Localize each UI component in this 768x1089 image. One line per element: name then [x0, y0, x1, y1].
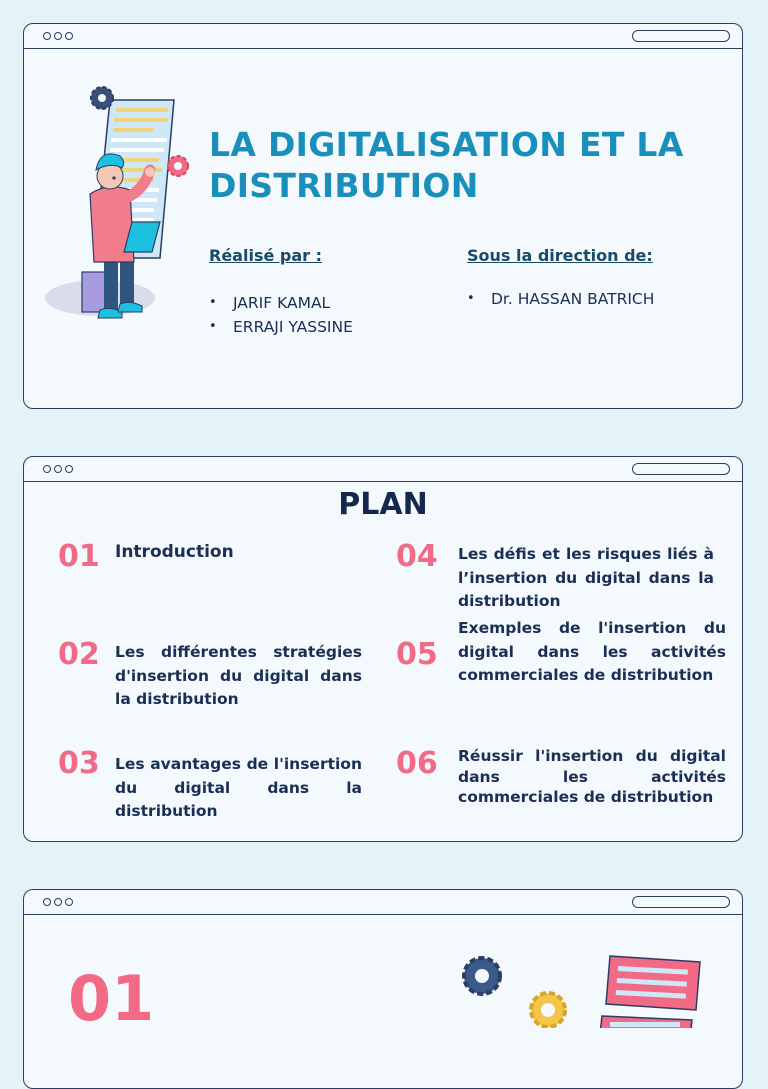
realise-par-label: Réalisé par :: [209, 246, 322, 265]
supervisors-list: [467, 287, 654, 311]
plan-item-number: 03: [58, 746, 100, 781]
person-with-laptop-illustration: [42, 76, 192, 336]
plan-title: PLAN: [338, 487, 428, 522]
authors-list: [209, 291, 353, 339]
plan-item-number: 01: [58, 539, 100, 574]
plan-item-text: Les différentes stratégies d'insertion du digital dans la distribution: [115, 643, 362, 708]
window-dot-icon: [65, 32, 73, 40]
window-bar: [24, 24, 742, 49]
plan-item-text: Les avantages de l'insertion du digital dans la distribution: [115, 755, 362, 820]
section-number: 01: [68, 962, 155, 1035]
window-dot-icon: [43, 32, 51, 40]
window-dot-icon: [54, 465, 62, 473]
plan-item-text: Les défis et les risques liés à l’insertion du digital dans la distribution: [458, 545, 714, 610]
window-bar: [24, 457, 742, 482]
plan-item-text: Réussir l'insertion du digital dans les activités commerciales de distribution: [458, 747, 726, 806]
section-slide: [23, 889, 743, 1089]
window-dots: [43, 32, 73, 40]
window-address-pill: [632, 896, 730, 908]
gears-documents-illustration: [452, 938, 712, 1028]
window-bar: [24, 890, 742, 915]
presentation-title: LA DIGITALISATION ET LA DISTRIBUTION: [209, 125, 684, 205]
author-name: • JARIF KAMAL: [209, 291, 353, 315]
plan-slide: [23, 456, 743, 842]
title-slide: [23, 23, 743, 409]
window-address-pill: [632, 463, 730, 475]
plan-item-number: 02: [58, 637, 100, 672]
window-dot-icon: [65, 898, 73, 906]
plan-item-text: Introduction: [115, 542, 234, 562]
window-dot-icon: [54, 898, 62, 906]
window-dots: [43, 898, 73, 906]
plan-item-number: 06: [396, 746, 438, 781]
window-dots: [43, 465, 73, 473]
plan-item-number: 04: [396, 539, 438, 574]
window-dot-icon: [43, 898, 51, 906]
window-address-pill: [632, 30, 730, 42]
author-name: • ERRAJI YASSINE: [209, 315, 353, 339]
window-dot-icon: [43, 465, 51, 473]
window-dot-icon: [65, 465, 73, 473]
direction-label: Sous la direction de:: [467, 246, 653, 265]
window-dot-icon: [54, 32, 62, 40]
plan-item-text: Exemples de l'insertion du digital dans les activités commerciales de distribution: [458, 619, 726, 684]
supervisor-name: • Dr. HASSAN BATRICH: [467, 287, 654, 311]
plan-item-number: 05: [396, 637, 438, 672]
